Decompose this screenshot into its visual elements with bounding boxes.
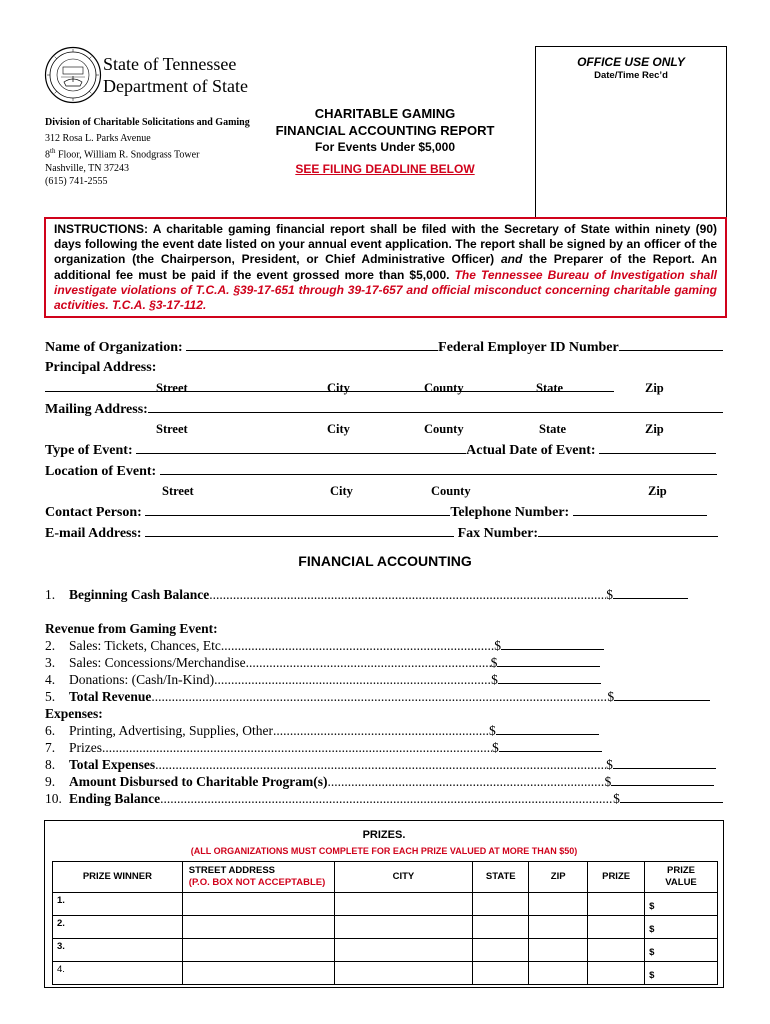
location-street-label: Street xyxy=(162,484,194,498)
total-expenses-field[interactable] xyxy=(613,756,716,769)
zip-cell[interactable] xyxy=(529,893,588,916)
expenses-heading: Expenses: xyxy=(45,706,103,721)
mailing-zip-label: Zip xyxy=(645,422,664,436)
state-cell[interactable] xyxy=(473,916,529,939)
fein-field[interactable] xyxy=(619,337,723,351)
prize-winner-cell[interactable]: 2. xyxy=(53,916,183,939)
table-row xyxy=(53,916,718,939)
office-use-box xyxy=(535,46,727,218)
line-beginning-balance: 1. Beginning Cash Balance..... $ xyxy=(45,586,688,603)
prize-cell[interactable] xyxy=(588,939,645,962)
division-address xyxy=(45,116,250,189)
prize-value-cell[interactable]: $ xyxy=(645,916,718,939)
state-cell[interactable] xyxy=(473,939,529,962)
zip-cell[interactable] xyxy=(529,916,588,939)
form-title-line2: FINANCIAL ACCOUNTING REPORT xyxy=(275,123,495,138)
col-prize-winner: PRIZE WINNER xyxy=(53,862,183,893)
prize-winner-cell[interactable]: 4. xyxy=(53,962,183,985)
revenue-heading: Revenue from Gaming Event: xyxy=(45,621,218,636)
org-name-row: Name of Organization: Federal Employer ID Number xyxy=(45,337,725,357)
line-total-expenses: 8. Total Expenses..... $ xyxy=(45,756,716,773)
prizes-expense-field[interactable] xyxy=(499,739,602,752)
address-line3: Nashville, TN 37243 xyxy=(45,162,129,174)
street-cell[interactable] xyxy=(182,893,334,916)
mailing-state-label: State xyxy=(539,422,567,436)
prize-cell[interactable] xyxy=(588,916,645,939)
prizes-title: PRIZES. xyxy=(362,829,406,841)
table-row xyxy=(53,939,718,962)
mailing-county-label: County xyxy=(424,422,464,436)
line-ticket-sales: 2. Sales: Tickets, Chances, Etc...... $ xyxy=(45,637,604,654)
line-total-revenue: 5. Total Revenue..... $ xyxy=(45,688,710,705)
instructions-text: INSTRUCTIONS: A charitable gaming financial report shall be filed with the Secretary of State within ninety (90) days following the event date listed on your annual event application. The report shall be signed by an officer of the organization (the Chairperson, President, or Chief Administrative Officer) xyxy=(54,222,717,267)
ending-balance-field[interactable] xyxy=(620,790,723,803)
contact-row: Contact Person: Telephone Number: xyxy=(45,502,725,522)
col-street-address: STREET ADDRESS (P.O. BOX NOT ACCEPTABLE) xyxy=(182,862,334,893)
contact-person-field[interactable] xyxy=(145,502,450,516)
filing-deadline-link[interactable]: SEE FILING DEADLINE BELOW xyxy=(295,162,475,176)
event-type-row: Type of Event: Actual Date of Event: xyxy=(45,440,725,460)
principal-address-row: Principal Address: xyxy=(45,358,725,378)
po-box-note: (P.O. BOX NOT ACCEPTABLE) xyxy=(188,877,326,888)
event-date-field[interactable] xyxy=(599,440,716,454)
city-cell[interactable] xyxy=(334,916,473,939)
email-row: E-mail Address: Fax Number: xyxy=(45,523,725,543)
prizes-header-row xyxy=(53,862,718,893)
mailing-city-label: City xyxy=(327,422,350,436)
agency-name-line1: State of Tennessee xyxy=(103,54,237,74)
zip-cell[interactable] xyxy=(529,962,588,985)
line-prizes-expense: 7. Prizes..... $ xyxy=(45,739,602,756)
city-cell[interactable] xyxy=(334,893,473,916)
prize-value-cell[interactable]: $ xyxy=(645,939,718,962)
col-city: CITY xyxy=(334,862,473,893)
city-cell[interactable] xyxy=(334,962,473,985)
principal-city-label: City xyxy=(327,381,350,395)
event-type-field[interactable] xyxy=(136,440,466,454)
prize-cell[interactable] xyxy=(588,893,645,916)
printing-expenses-field[interactable] xyxy=(496,722,599,735)
ticket-sales-field[interactable] xyxy=(501,637,604,650)
form-title-line3: For Events Under $5,000 xyxy=(314,140,456,154)
table-row xyxy=(53,962,718,985)
office-use-title: OFFICE USE ONLY xyxy=(577,55,685,69)
col-prize-value: PRIZE VALUE xyxy=(645,862,718,893)
state-cell[interactable] xyxy=(473,893,529,916)
mailing-address-row: Mailing Address: xyxy=(45,399,725,419)
form-title-line1: CHARITABLE GAMING xyxy=(314,106,456,121)
concession-sales-field[interactable] xyxy=(497,654,600,667)
principal-street-label: Street xyxy=(156,381,188,395)
location-zip-label: Zip xyxy=(648,484,667,498)
principal-zip-label: Zip xyxy=(645,381,664,395)
total-revenue-field[interactable] xyxy=(614,688,710,701)
col-prize: PRIZE xyxy=(588,862,645,893)
zip-cell[interactable] xyxy=(529,939,588,962)
beginning-balance-field[interactable] xyxy=(613,586,688,599)
address-line2: 8th Floor, William R. Snodgrass Tower xyxy=(45,147,200,161)
instructions-text-2: the Preparer of the Report. An additional fee must be paid if the event grossed more than $5,000. xyxy=(54,252,718,282)
date-received-label: Date/Time Rec’d xyxy=(594,70,668,81)
prizes-note: (ALL ORGANIZATIONS MUST COMPLETE FOR EACH PRIZE VALUED AT MORE THAN $50) xyxy=(190,846,578,856)
prize-winner-cell[interactable]: 3. xyxy=(53,939,183,962)
email-field[interactable] xyxy=(145,523,454,537)
mailing-street-label: Street xyxy=(156,422,188,436)
phone-number: (615) 741-2555 xyxy=(45,176,108,188)
location-county-label: County xyxy=(431,484,471,498)
line-amount-disbursed: 9. Amount Disbursed to Charitable Program(s)..... $ xyxy=(45,773,714,790)
mailing-address-field[interactable] xyxy=(148,399,723,413)
instructions-box xyxy=(44,217,727,318)
state-seal xyxy=(44,46,102,104)
prize-cell[interactable] xyxy=(588,962,645,985)
org-name-field[interactable] xyxy=(186,337,438,351)
principal-county-label: County xyxy=(424,381,464,395)
prize-value-cell[interactable]: $ xyxy=(645,893,718,916)
fax-field[interactable] xyxy=(538,523,718,537)
line-donations: 4. Donations: (Cash/In-Kind)..... $ xyxy=(45,671,601,688)
instructions-and: and xyxy=(500,252,523,267)
table-row xyxy=(53,893,718,916)
line-ending-balance: 10. Ending Balance..... $ xyxy=(45,790,723,807)
event-location-field[interactable] xyxy=(160,461,717,475)
prizes-table xyxy=(52,861,718,985)
principal-state-label: State xyxy=(536,381,564,395)
street-cell[interactable] xyxy=(182,939,334,962)
amount-disbursed-field[interactable] xyxy=(611,773,714,786)
event-location-row: Location of Event: xyxy=(45,461,725,481)
prize-winner-cell[interactable]: 1. xyxy=(53,893,183,916)
donations-field[interactable] xyxy=(498,671,601,684)
col-zip: ZIP xyxy=(529,862,588,893)
col-state: STATE xyxy=(473,862,529,893)
street-cell[interactable] xyxy=(182,962,334,985)
location-city-label: City xyxy=(330,484,353,498)
state-cell[interactable] xyxy=(473,962,529,985)
tbi-warning: The Tennessee Bureau of Investigation shall investigate violations of T.C.A. §39-17-651 through 39-17-657 and official misconduct concerning charitable gaming activities. T.C.A. §3-17-112. xyxy=(54,267,717,313)
city-cell[interactable] xyxy=(334,939,473,962)
line-concession-sales: 3. Sales: Concessions/Merchandise..... $ xyxy=(45,654,600,671)
division-name: Division of Charitable Solicitations and Gaming xyxy=(45,117,250,128)
financial-accounting-title: FINANCIAL ACCOUNTING xyxy=(298,553,472,569)
prize-value-cell[interactable]: $ xyxy=(645,962,718,985)
address-line1: 312 Rosa L. Parks Avenue xyxy=(45,132,151,144)
street-cell[interactable] xyxy=(182,916,334,939)
agency-name-line2: Department of State xyxy=(103,76,248,96)
line-printing-expenses: 6. Printing, Advertising, Supplies, Other..... $ xyxy=(45,722,599,739)
telephone-field[interactable] xyxy=(573,502,707,516)
